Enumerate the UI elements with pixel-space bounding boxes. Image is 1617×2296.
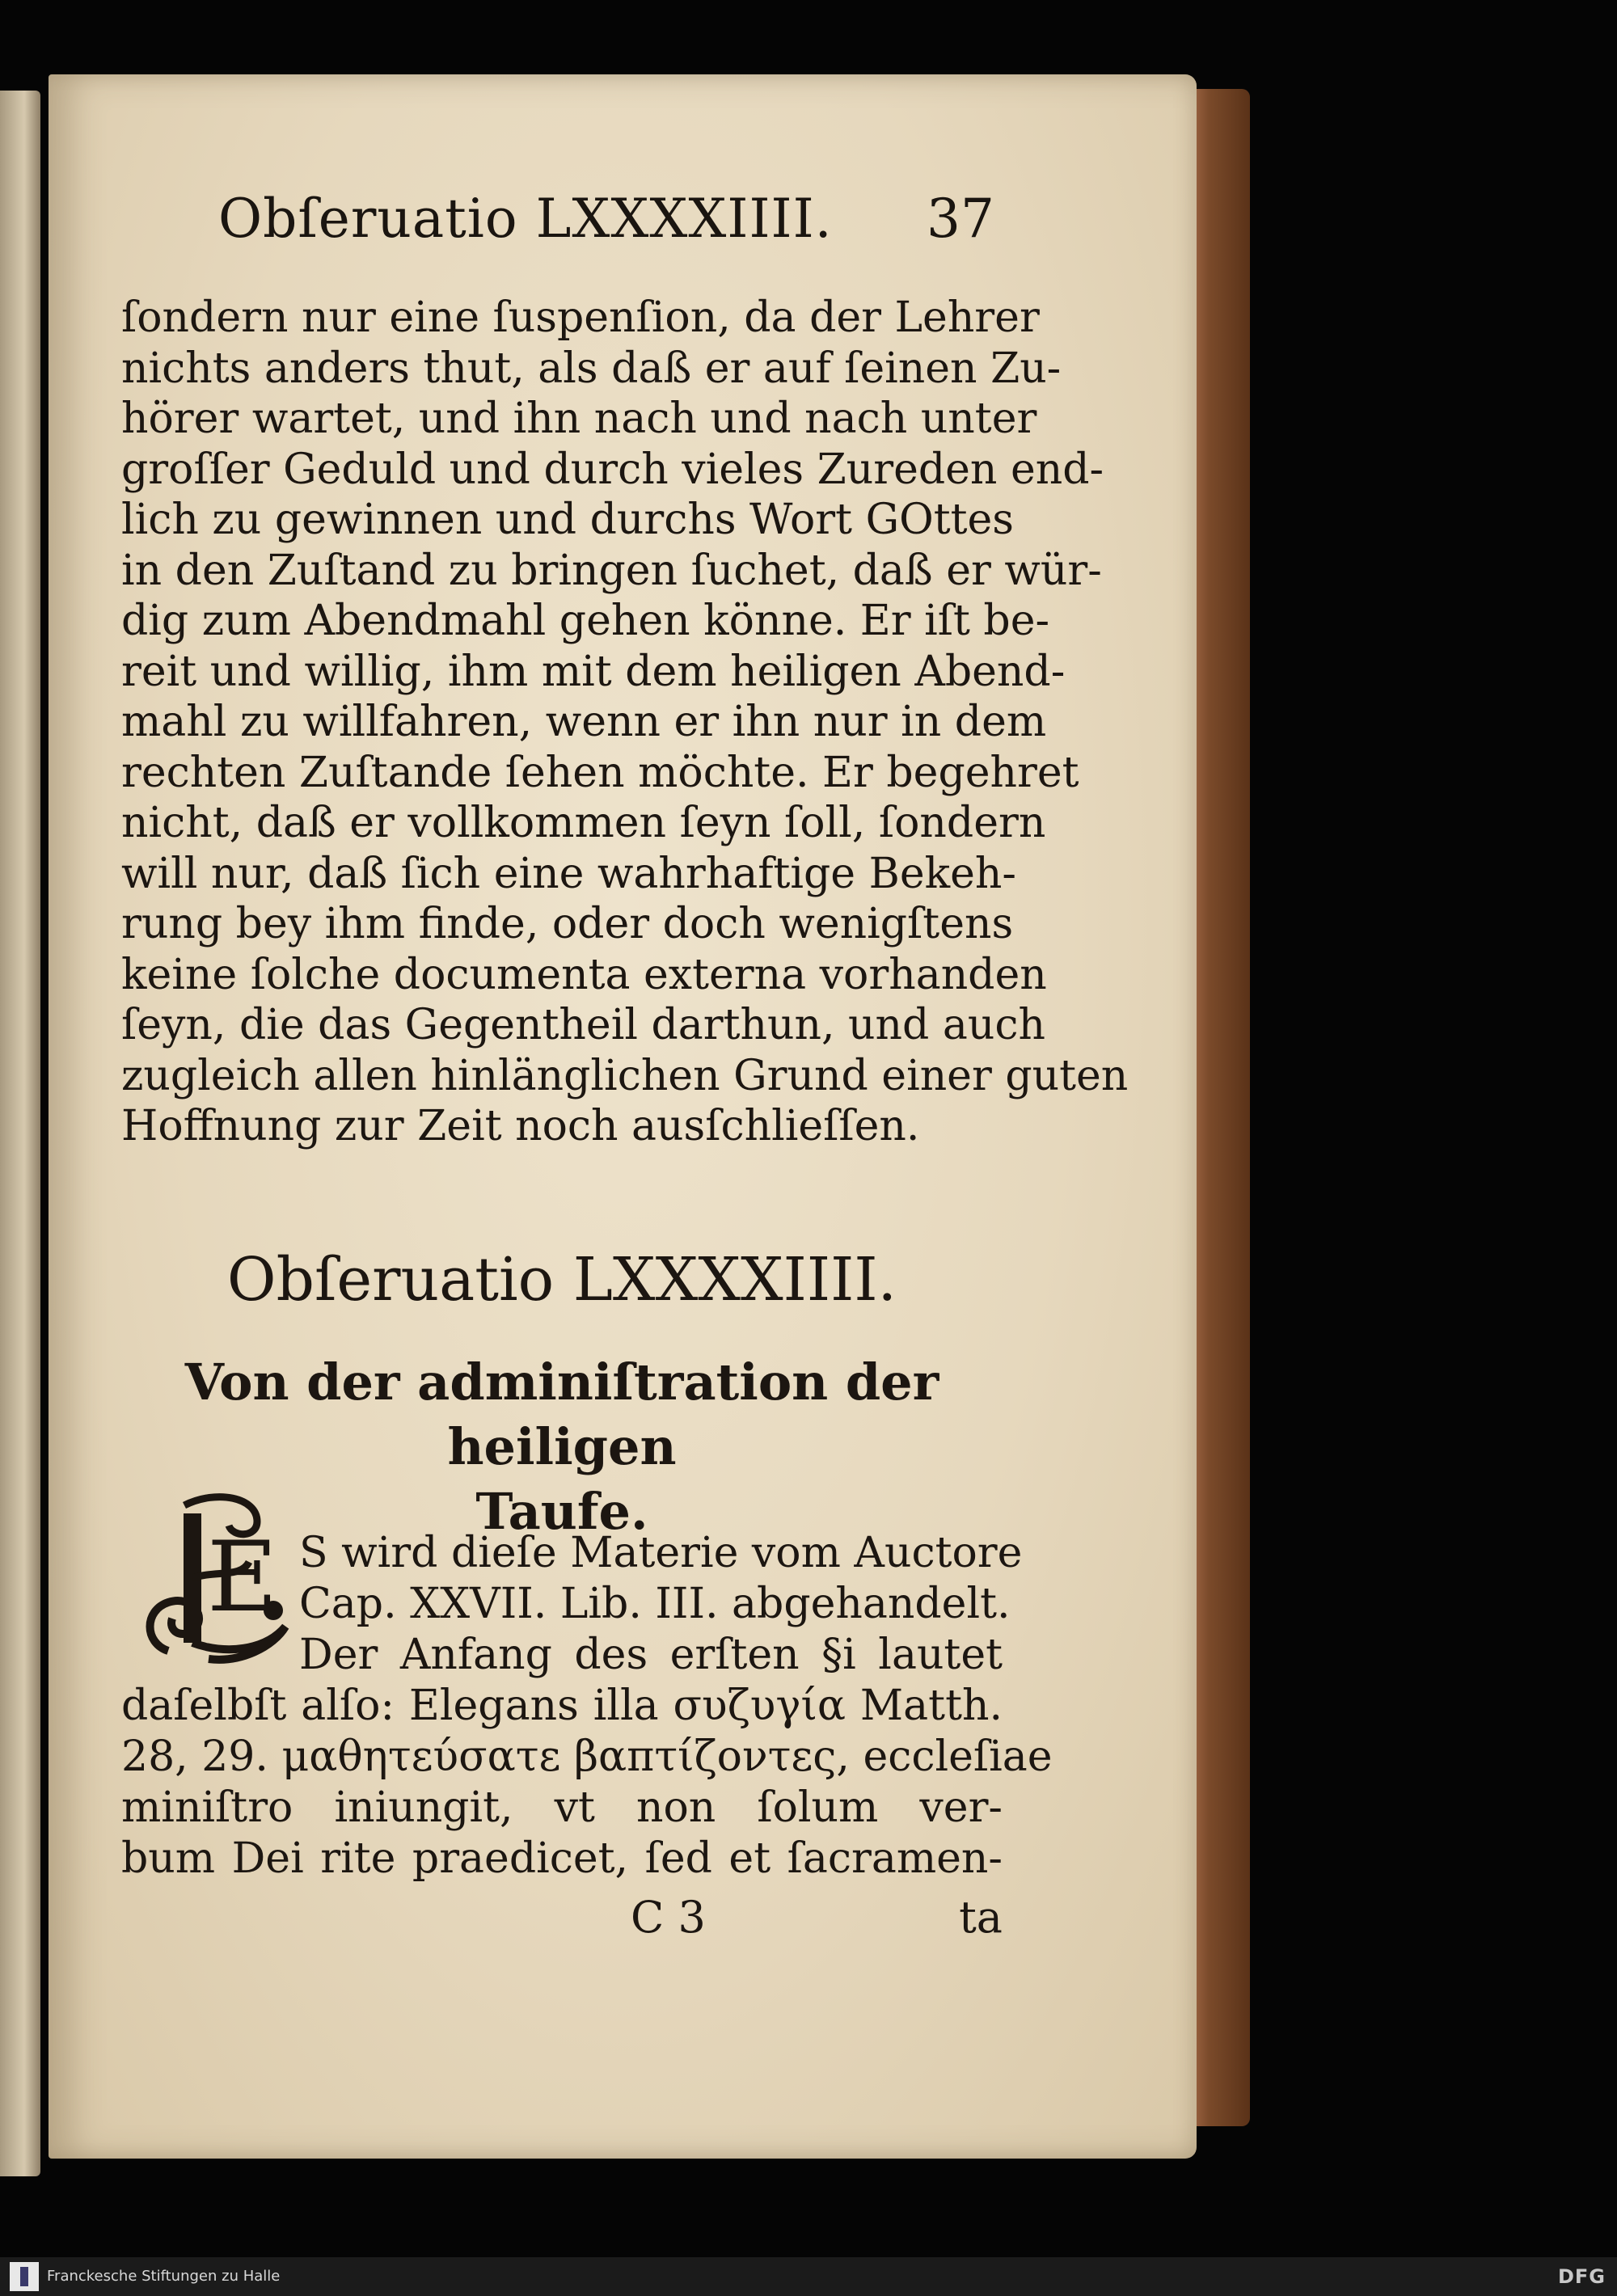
funder-logo: DFG [1557,2265,1606,2288]
text-line: bum Dei rite praedicet, ſed et ſacramen- [121,1834,1003,1883]
signature-mark: C 3 [631,1892,706,1943]
text-line: rung bey ihm finde, oder doch wenigſtens [121,900,1014,948]
observation-title: Obſeruatio LXXXXIIII. [226,1245,897,1315]
section-heading-line: Taufe. [475,1482,648,1541]
body-text-block [121,293,1129,1152]
text-line: nicht, daß er vollkommen ſeyn ſoll, ſondern [121,799,1046,847]
text-line: miniſtro iniungit, vt non ſolum ver- [121,1783,1003,1832]
running-title: Obſeruatio LXXXXIIII. [218,188,833,250]
text-line: lich zu gewinnen und durchs Wort GOttes [121,496,1014,544]
text-line: ſondern nur eine ſuspenſion, da der Lehrer [121,293,1040,342]
text-line: groſſer Geduld und durch vieles Zureden end- [121,445,1104,494]
text-line: hörer wartet, und ihn nach und nach unter [121,395,1037,443]
institution-name: Franckesche Stiftungen zu Halle [47,2268,281,2285]
institution-logo-icon [10,2262,39,2291]
text-line: dig zum Abendmahl gehen könne. Er iſt be- [121,597,1050,645]
text-line: zugleich allen hinlänglichen Grund einer guten [121,1051,1129,1100]
text-line: daſelbſt alſo: Elegans illa συζυγία Matth. [121,1682,1003,1730]
text-line: Cap. XXVII. Lib. III. abgehandelt. [299,1580,1011,1628]
section-heading-line: Von der adminiſtration der heiligen [184,1353,939,1476]
running-header [218,188,994,260]
catchword: ta [959,1892,1003,1943]
text-line: in den Zuſtand zu bringen ſuchet, daß er wür- [121,546,1102,595]
text-line: Hoffnung zur Zeit noch ausſchlieſſen. [121,1102,920,1150]
text-line: 28, 29. μαθητεύσατε βαπτίζοντες, eccleſiae [121,1733,1053,1781]
text-line: rechten Zuſtande ſehen möchte. Er begehret [121,748,1079,797]
text-line: S wird dieſe Materie vom Auctore [299,1529,1023,1577]
text-line: keine ſolche documenta externa vorhanden [121,950,1047,999]
viewer-footer-bar [0,2257,1617,2296]
text-line: will nur, daß ſich eine wahrhaftige Bekeh- [121,849,1016,898]
text-line: ſeyn, die das Gegentheil darthun, und auch [121,1001,1045,1049]
left-page-edge [0,91,40,2176]
page-number: 37 [927,188,994,250]
text-line: mahl zu willfahren, wenn er ihn nur in dem [121,698,1047,746]
page-footer [121,1892,1003,1948]
section-text-block [121,1528,1053,1884]
initial-letter: E [207,1522,278,1634]
text-line: Der Anfang des erſten §i lautet [299,1631,1003,1679]
text-line: reit und willig, ihm mit dem heiligen Abend- [121,647,1066,696]
text-line: nichts anders thut, als daß er auf ſeinen Zu- [121,344,1062,393]
